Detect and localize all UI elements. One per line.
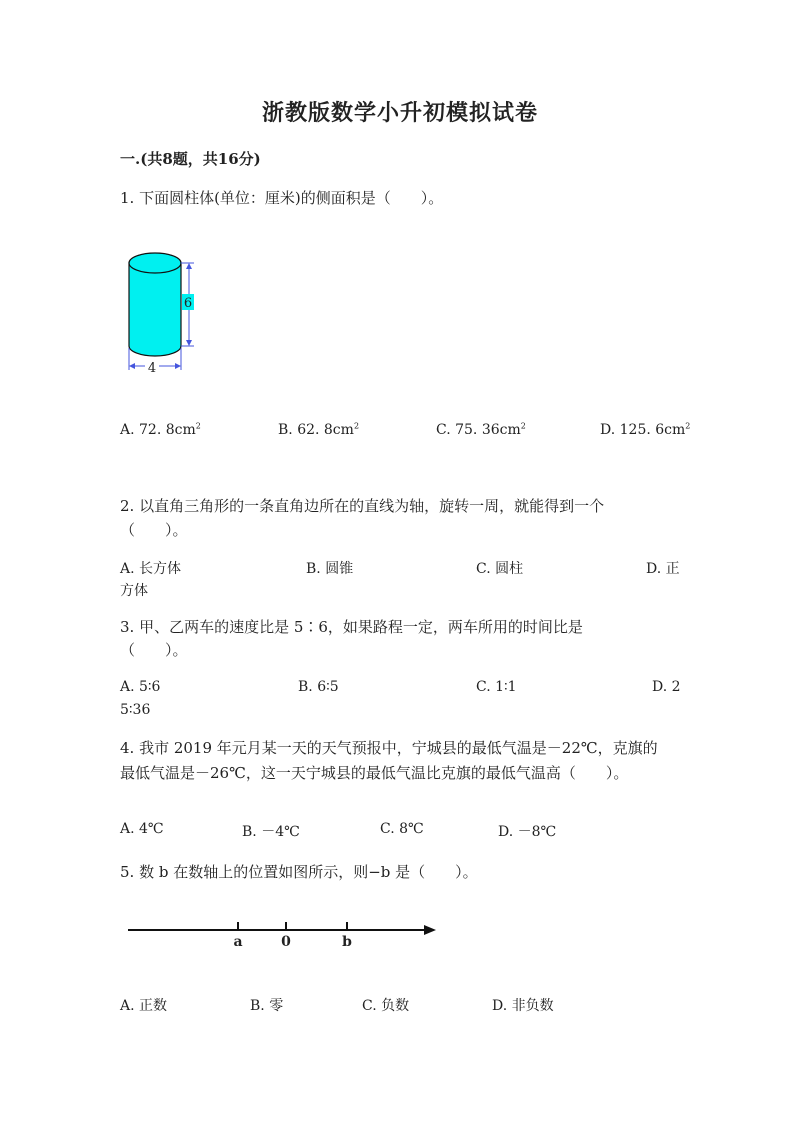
q2-option-b: B. 圆锥 xyxy=(306,561,354,577)
q2-option-d: D. 正 xyxy=(646,561,680,577)
question-2-line-2: （ ）。 xyxy=(120,521,188,539)
label-zero: 0 xyxy=(281,934,291,950)
diameter-arrow-right xyxy=(175,363,181,369)
question-3-line-2: （ ）。 xyxy=(120,641,188,659)
q5-option-d: D. 非负数 xyxy=(492,998,554,1014)
question-1-text: 1. 下面圆柱体(单位：厘米)的侧面积是（ ）。 xyxy=(120,189,444,207)
q3-option-d: D. 2 xyxy=(652,679,681,695)
q5-option-a: A. 正数 xyxy=(120,998,168,1014)
question-2-line-1: 2. 以直角三角形的一条直角边所在的直线为轴，旋转一周，就能得到一个 xyxy=(120,497,605,515)
q2-option-c: C. 圆柱 xyxy=(476,561,524,577)
question-3-line-1: 3. 甲、乙两车的速度比是 5∶6，如果路程一定，两车所用的时间比是 xyxy=(120,618,583,636)
question-4-line-2: 最低气温是－26℃，这一天宁城县的最低气温比克旗的最低气温高（ ）。 xyxy=(120,764,629,782)
q3-option-d-wrap: 5∶36 xyxy=(120,702,151,718)
number-line-arrow xyxy=(424,925,436,935)
height-arrow-up xyxy=(186,263,192,269)
number-line-figure xyxy=(124,914,444,954)
q3-option-b: B. 6∶5 xyxy=(298,679,339,695)
height-arrow-down xyxy=(186,340,192,346)
height-label: 6 xyxy=(183,296,193,311)
label-b: b xyxy=(342,934,352,950)
q4-option-d: D. －8℃ xyxy=(498,824,557,840)
q4-option-a: A. 4℃ xyxy=(120,821,164,837)
q5-option-c: C. 负数 xyxy=(362,998,410,1014)
q2-option-a: A. 长方体 xyxy=(120,561,182,577)
section-heading: 一.(共8题，共16分) xyxy=(120,150,261,168)
q1-option-a: A. 72. $8cm^2$ xyxy=(120,421,201,438)
q2-option-d-wrap: 方体 xyxy=(120,583,148,599)
q3-option-c: C. 1∶1 xyxy=(476,679,517,695)
diameter-arrow-left xyxy=(129,363,135,369)
q3-option-a: A. 5∶6 xyxy=(120,679,161,695)
label-a: a xyxy=(233,934,243,950)
page-title: 浙教版数学小升初模拟试卷 xyxy=(261,100,538,126)
q5-option-b: B. 零 xyxy=(250,998,284,1014)
cylinder-body xyxy=(129,263,181,356)
q1-option-c: C. 75. $36cm^2$ xyxy=(436,421,526,438)
q1-option-b: B. 62. $8cm^2$ xyxy=(278,421,360,438)
cylinder-figure xyxy=(118,238,208,378)
cylinder-top xyxy=(129,253,181,273)
q1-option-d: D. 125. $6cm^2$ xyxy=(600,421,691,438)
q4-option-b: B. －4℃ xyxy=(242,824,300,840)
question-4-line-1: 4. 我市 2019 年元月某一天的天气预报中，宁城县的最低气温是－22℃，克旗的 xyxy=(120,739,658,757)
question-5-text: 5. 数 b 在数轴上的位置如图所示，则−b 是（ ）。 xyxy=(120,863,478,881)
diameter-label: 4 xyxy=(147,361,157,376)
q4-option-c: C. 8℃ xyxy=(380,821,424,837)
